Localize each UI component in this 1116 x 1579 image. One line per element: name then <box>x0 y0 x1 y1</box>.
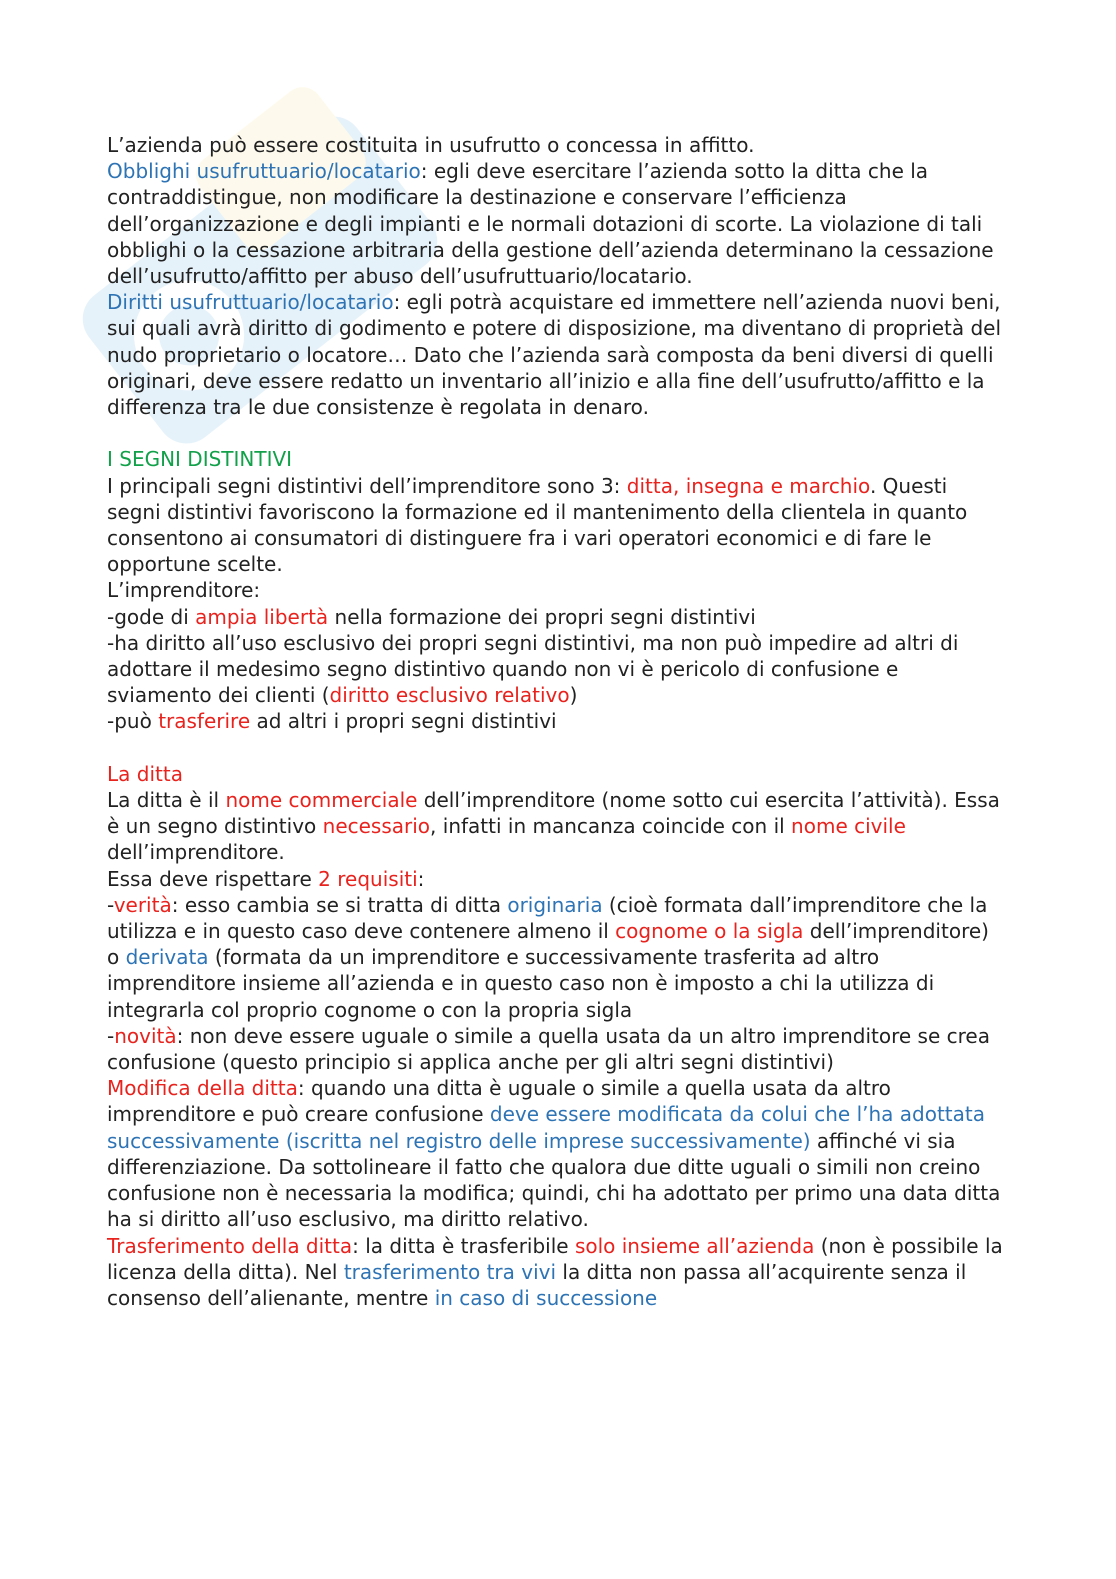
term-obblighi: Obblighi usufruttuario/locatario <box>107 159 421 184</box>
paragraph-requisiti: Essa deve rispettare 2 requisiti: <box>107 866 425 891</box>
section-heading-ditta: La ditta <box>107 761 183 786</box>
list-item-trasferire: -può trasferire ad altri i propri segni distintivi <box>107 709 557 734</box>
term-diritti: Diritti usufruttuario/locatario <box>107 290 394 315</box>
paragraph-ditta-definizione: La ditta è il nome commerciale dell’imprenditore (nome sotto cui esercita l’attività). Essa è un segno distintivo necessario, infatti in mancanza coincide con il nome civile dell’imprenditore. <box>107 788 1000 865</box>
paragraph-imprenditore: L’imprenditore: <box>107 578 261 603</box>
paragraph-segni-principali: I principali segni distintivi dell’imprenditore sono 3: ditta, insegna e marchio. Questi segni distintivi favoriscono la formazione ed il mantenimento della clientela in quanto consentono ai consumatori di distinguere fra i vari operatori economici e di fare le opportune scelte. <box>107 473 968 577</box>
list-item-novita: -novità: non deve essere uguale o simile a quella usata da un altro imprenditore se crea confusione (questo principio si applica anche per gli altri segni distintivi) <box>107 1023 990 1075</box>
paragraph-diritti: Diritti usufruttuario/locatario: egli potrà acquistare ed immettere nell’azienda nuovi beni, sui quali avrà diritto di godimento e potere di disposizione, ma diventano di proprietà del nudo proprietario o locatore… Dato che l’azienda sarà composta da beni diversi di quelli originari, deve essere redatto un inventario all’inizio e alla fine dell’usufrutto/affitto e la differenza tra le due consistenze è regolata in denaro. <box>107 290 1002 420</box>
paragraph-obblighi: Obblighi usufruttuario/locatario: egli deve esercitare l’azienda sotto la ditta che la contraddistingue, non modificare la destinazione e conservare l’efficienza dell’organizzazione e degli impianti e le normali dotazioni di scorte. La violazione di tali obblighi o la cessazione arbitraria della gestione dell’azienda determinano la cessazione dell’usufrutto/affitto per abuso dell’usufruttuario/locatario. <box>107 159 994 289</box>
paragraph-azienda-usufrutto: L’azienda può essere costituita in usufrutto o concessa in affitto. <box>107 133 755 157</box>
document-body <box>107 132 1007 1311</box>
paragraph-modifica-ditta: Modifica della ditta: quando una ditta è uguale o simile a quella usata da altro imprenditore e può creare confusione deve essere modificata da colui che l’ha adottata successivamente (iscritta nel registro delle imprese successivamente) affinché vi sia differenziazione. Da sottolineare il fatto che qualora due ditte uguali o simili non creino confusione non è necessaria la modifica; quindi, chi ha adottato per primo una data ditta ha si diritto all’uso esclusivo, ma diritto relativo. <box>107 1076 1001 1232</box>
list-item-liberta: -gode di ampia libertà nella formazione dei propri segni distintivi <box>107 604 756 629</box>
list-item-verita: -verità: esso cambia se si tratta di ditta originaria (cioè formata dall’imprenditore che la utilizza e in questo caso deve contenere almeno il cognome o la sigla dell’imprenditore) o derivata (formata da un imprenditore e successivamente trasferita ad altro imprenditore insieme all’azienda e in questo caso non è imposto a chi la utilizza di integrarla col proprio cognome o con la propria sigla <box>107 892 989 1022</box>
section-heading-segni-distintivi: I SEGNI DISTINTIVI <box>107 447 293 472</box>
list-item-uso-esclusivo: -ha diritto all’uso esclusivo dei propri segni distintivi, ma non può impedire ad altri di adottare il medesimo segno distintivo quando non vi è pericolo di confusione e sviamento dei clienti (diritto esclusivo relativo) <box>107 630 959 708</box>
paragraph-trasferimento-ditta: Trasferimento della ditta: la ditta è trasferibile solo insieme all’azienda (non è possibile la licenza della ditta). Nel trasferimento tra vivi la ditta non passa all’acquirente senza il consenso dell’alienante, mentre in caso di successione <box>107 1233 1003 1310</box>
